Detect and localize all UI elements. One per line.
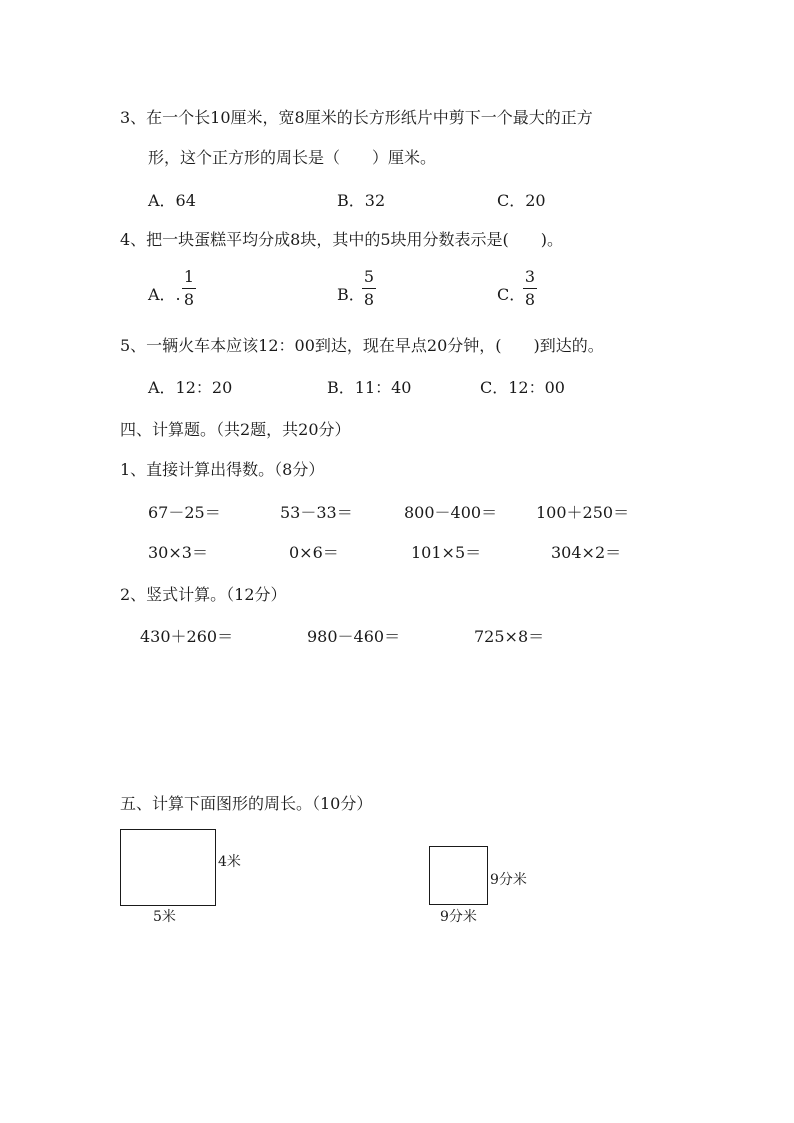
- section4-sub1-title: 1、直接计算出得数。（8分）: [120, 460, 325, 479]
- q4-option-a-label: A．.: [148, 285, 181, 304]
- q4-option-c-label: C．: [497, 285, 526, 304]
- q5-option-b: B．11：40: [327, 378, 412, 397]
- square-side-label-bottom: 9分米: [440, 909, 477, 925]
- calc-item: 53－33＝: [280, 503, 353, 522]
- calc-item: 800－400＝: [404, 503, 498, 522]
- calc-item: 101×5＝: [411, 543, 482, 562]
- vertical-calc-item: 430＋260＝: [140, 627, 234, 646]
- rectangle-figure: [120, 829, 216, 906]
- q3-line1: 3、在一个长10厘米，宽8厘米的长方形纸片中剪下一个最大的正方: [120, 108, 593, 127]
- denominator: 8: [183, 290, 195, 309]
- vertical-calc-item: 980－460＝: [307, 627, 401, 646]
- q5-option-c: C．12：00: [480, 378, 565, 397]
- rectangle-height-label: 4米: [218, 854, 241, 870]
- q4-option-b-label: B．: [337, 285, 365, 304]
- calc-item: 30×3＝: [148, 543, 208, 562]
- section4-title: 四、计算题。（共2题，共20分）: [120, 420, 351, 439]
- q4-text: 4、把一块蛋糕平均分成8块，其中的5块用分数表示是( )。: [120, 230, 564, 249]
- fraction-bar: [182, 288, 196, 289]
- calc-item: 100＋250＝: [536, 503, 630, 522]
- q5-option-a: A．12：20: [148, 378, 233, 397]
- section5-title: 五、计算下面图形的周长。（10分）: [120, 794, 373, 813]
- q3-option-a: A．64: [148, 191, 196, 210]
- calc-item: 67－25＝: [148, 503, 221, 522]
- fraction-bar: [523, 288, 537, 289]
- denominator: 8: [524, 290, 536, 309]
- square-figure: [429, 846, 488, 905]
- q3-option-c: C．20: [497, 191, 546, 210]
- numerator: 1: [183, 267, 195, 286]
- q3-option-b: B．32: [337, 191, 386, 210]
- numerator: 3: [524, 267, 536, 286]
- square-side-label-right: 9分米: [490, 872, 527, 888]
- q4-option-a-fraction: [182, 268, 196, 309]
- q4-option-c-fraction: [523, 268, 537, 309]
- rectangle-width-label: 5米: [153, 909, 176, 925]
- calc-item: 304×2＝: [551, 543, 622, 562]
- numerator: 5: [363, 267, 375, 286]
- vertical-calc-item: 725×8＝: [474, 627, 545, 646]
- q4-option-b-fraction: [362, 268, 376, 309]
- section4-sub2-title: 2、竖式计算。（12分）: [120, 585, 287, 604]
- denominator: 8: [363, 290, 375, 309]
- fraction-bar: [362, 288, 376, 289]
- calc-item: 0×6＝: [289, 543, 339, 562]
- q5-text: 5、一辆火车本应该12：00到达，现在早点20分钟，( )到达的。: [120, 336, 604, 355]
- q3-line2: 形，这个正方形的周长是（ ）厘米。: [148, 148, 437, 167]
